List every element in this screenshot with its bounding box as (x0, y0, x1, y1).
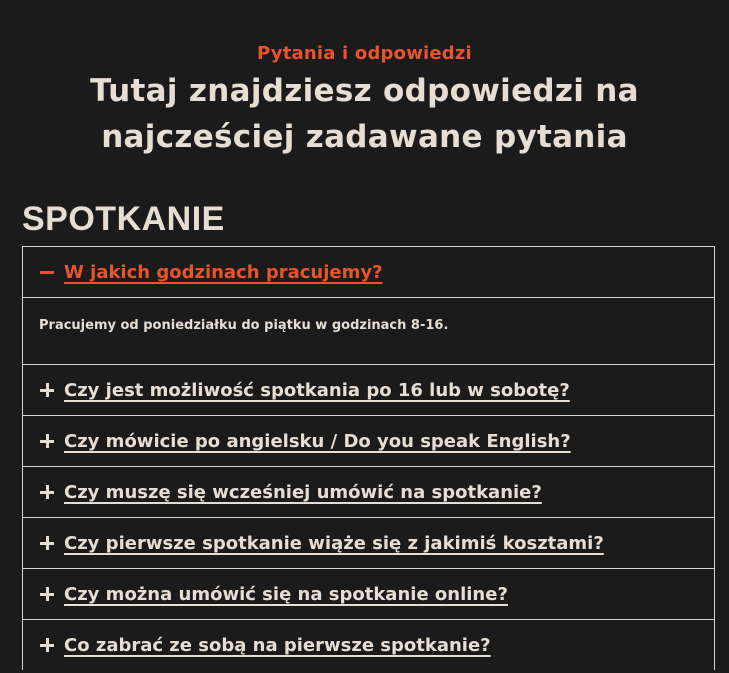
plus-icon (39, 637, 55, 653)
faq-question-link[interactable]: Czy można umówić się na spotkanie online? (64, 583, 508, 605)
faq-question-link[interactable]: Czy jest możliwość spotkania po 16 lub w sobotę? (64, 379, 570, 401)
faq-question-link[interactable]: Co zabrać ze sobą na pierwsze spotkanie? (64, 634, 491, 656)
page-title: Tutaj znajdziesz odpowiedzi na najcześciej zadawane pytania (90, 73, 639, 155)
faq-question-link[interactable]: Czy mówicie po angielsku / Do you speak English? (64, 430, 571, 452)
faq-question-toggle[interactable] (23, 365, 714, 415)
plus-icon (39, 382, 55, 398)
plus-icon (39, 433, 55, 449)
faq-header (0, 0, 729, 160)
minus-icon (39, 264, 55, 280)
faq-question-toggle[interactable] (23, 416, 714, 466)
faq-question-toggle[interactable] (23, 569, 714, 619)
plus-icon (39, 586, 55, 602)
faq-item (22, 568, 715, 619)
section-title: SPOTKANIE (22, 200, 225, 238)
plus-icon (39, 535, 55, 551)
faq-answer: Pracujemy od poniedziałku do piątku w godzinach 8-16. (23, 297, 714, 364)
faq-item (22, 364, 715, 415)
faq-accordion (22, 246, 715, 670)
faq-question-toggle[interactable] (23, 247, 714, 297)
faq-question-link[interactable]: Czy muszę się wcześniej umówić na spotkanie? (64, 481, 542, 503)
faq-question-toggle[interactable] (23, 467, 714, 517)
faq-item (22, 246, 715, 364)
faq-item (22, 415, 715, 466)
faq-question-toggle[interactable] (23, 620, 714, 670)
faq-question-link[interactable]: W jakich godzinach pracujemy? (64, 261, 383, 283)
faq-question-toggle[interactable] (23, 518, 714, 568)
faq-item (22, 517, 715, 568)
faq-item (22, 619, 715, 670)
faq-question-link[interactable]: Czy pierwsze spotkanie wiąże się z jakimiś kosztami? (64, 532, 604, 554)
section-eyebrow: Pytania i odpowiedzi (257, 43, 472, 64)
faq-item (22, 466, 715, 517)
plus-icon (39, 484, 55, 500)
